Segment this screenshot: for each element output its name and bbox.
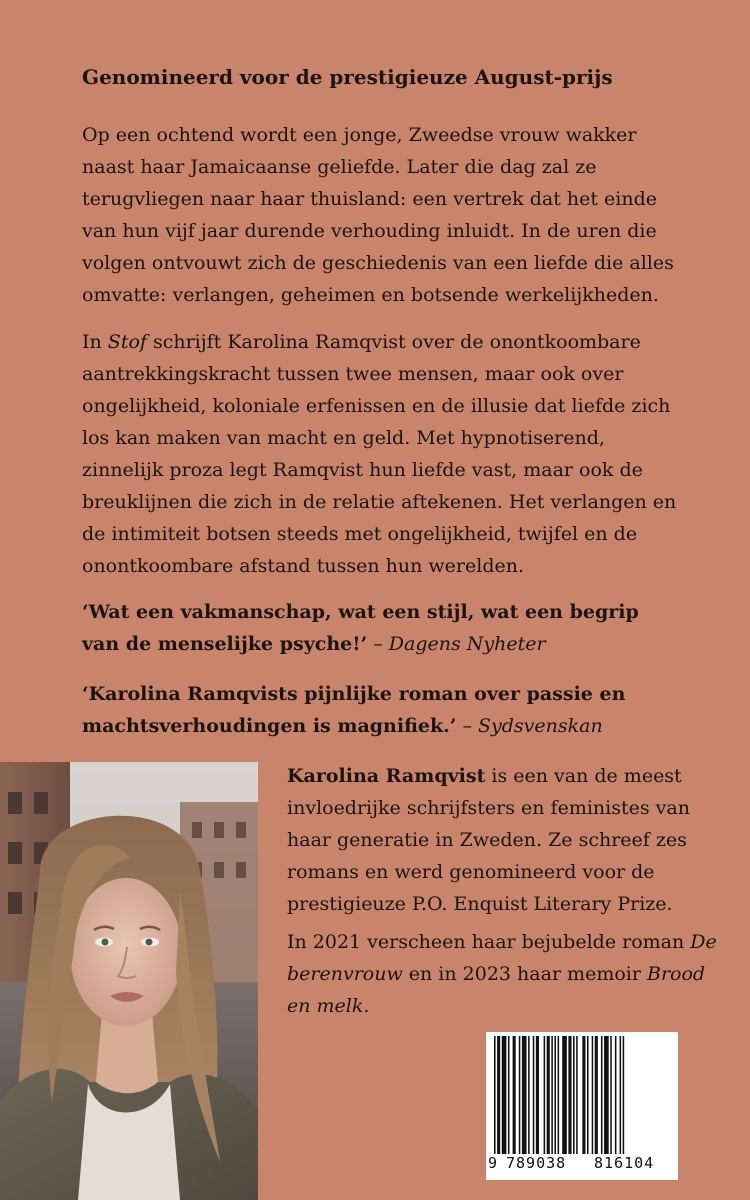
synopsis-text: Op een ochtend wordt een jonge, Zweedse vrouw wakker naast haar Jamaicaanse geliefde. Later die dag zal ze terugvliegen naar haar thuisland: een vertrek dat het einde van hun vijf jaar durende verhouding inluidt. In de uren die volgen ontvouwt zich de geschiedenis van een liefde die alles omvatte: verlangen, geheimen en botsende werkelijkheden. [82,124,674,306]
description-text: schrijft Karolina Ramqvist over de onontkoombare aantrekkingskracht tussen twee mensen, maar ook over ongelijkheid, koloniale erfenissen en de illusie dat liefde zich los kan maken van macht en geld. Met hypnotiserend, zinnelijk proza legt Ramqvist hun liefde vast, maar ook de breuklijnen die zich in de relatie aftekenen. Het verlangen en de intimiteit botsen steeds met ongelijkheid, twijfel en de onontkoombare afstand tussen hun werelden. [82,331,677,577]
barcode-bar [508,1036,510,1154]
barcode-bar [554,1036,556,1154]
quote-dash: – [462,715,472,737]
barcode-bar [568,1036,571,1154]
barcode-bar [502,1036,507,1154]
barcode-bars [492,1036,672,1154]
barcode-bar [497,1036,500,1154]
review-quote [82,678,682,742]
quote-dash: – [373,633,383,655]
barcode-digits [486,1154,678,1178]
barcode-bar [551,1036,553,1154]
barcode-bar [558,1036,560,1154]
author-books-intro: In 2021 verscheen haar bejubelde roman [287,931,685,953]
author-books-end: . [363,995,370,1017]
quote-text: ‘Wat een vakmanschap, wat een stijl, wat een begrip van de menselijke psyche!’ [82,601,639,655]
book-title: Stof [107,331,147,353]
barcode-bar [610,1036,612,1154]
author-books [287,926,717,1022]
book-title-brood-en-melk: Brood en melk [287,963,706,1017]
barcode-bar [528,1036,530,1154]
barcode-bar [562,1036,567,1154]
author-photo [0,762,258,1200]
quote-source: Dagens Nyheter [388,633,546,655]
book-title-berenvrouw: De berenvrouw [287,931,717,985]
barcode-bar [494,1036,496,1154]
barcode-bar [513,1036,516,1154]
description-paragraph [82,326,682,582]
quote-text: ‘Karolina Ramqvists pijnlijke roman over passie en machtsverhoudingen is magnifiek.’ [82,683,626,737]
barcode-left-group: 789038 [506,1154,567,1172]
isbn-barcode [486,1032,678,1180]
barcode-bar [533,1036,535,1154]
barcode-bar [587,1036,589,1154]
barcode-bar [547,1036,550,1154]
barcode-bar [544,1036,546,1154]
barcode-bar [615,1036,617,1154]
barcode-right-group: 816104 [594,1154,655,1172]
review-quote [82,596,682,660]
quote-source: Sydsvenskan [477,715,603,737]
author-books-mid: en in 2023 haar memoir [408,963,641,985]
barcode-bar [601,1036,603,1154]
barcode-bar [576,1036,578,1154]
barcode-bar [522,1036,527,1154]
barcode-lead-digit: 9 [488,1154,498,1172]
barcode-bar [582,1036,585,1154]
barcode-bar [592,1036,594,1154]
barcode-bar [595,1036,598,1154]
barcode-bar [623,1036,625,1154]
barcode-bar [620,1036,622,1154]
barcode-bar [519,1036,521,1154]
barcode-bar [604,1036,609,1154]
description-intro: In [82,331,102,353]
award-headline: Genomineerd voor de prestigieuze August-prijs [82,65,613,89]
author-bio [287,760,717,920]
author-name: Karolina Ramqvist [287,765,486,787]
barcode-bar [536,1036,539,1154]
synopsis-paragraph [82,119,682,311]
barcode-bar [573,1036,575,1154]
author-bio-text: is een van de meest invloedrijke schrijfsters en feministes van haar generatie in Zweden. Ze schreef zes romans en werd genomineerd voor de prestigieuze P.O. Enquist Literary Prize. [287,765,690,915]
